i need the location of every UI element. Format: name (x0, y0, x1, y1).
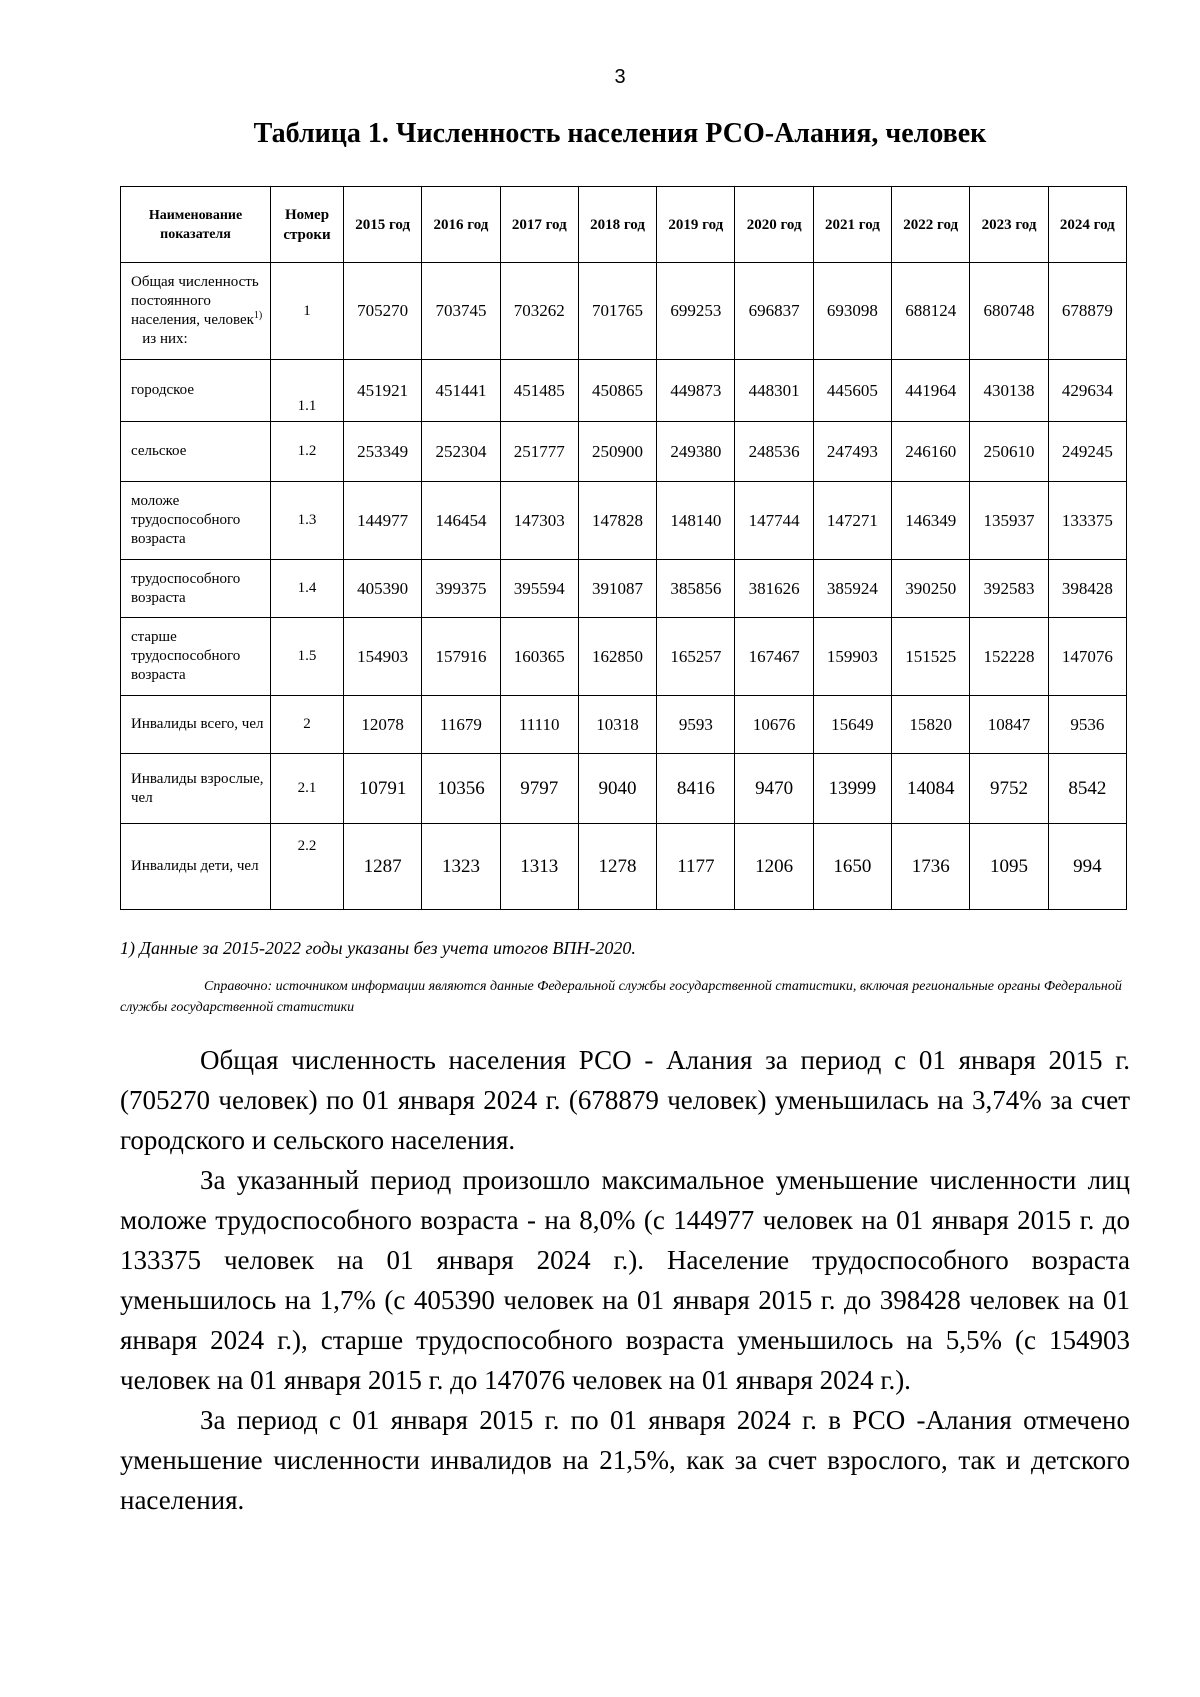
table-cell: 10356 (422, 754, 500, 824)
table-cell: 449873 (657, 360, 735, 422)
table-cell: 392583 (970, 560, 1048, 618)
table-cell: 994 (1048, 824, 1126, 910)
row-name: моложе трудоспособного возраста (121, 482, 271, 560)
table-title: Таблица 1. Численность населения РСО-Алания, человек (253, 118, 987, 149)
header-year: 2022 год (892, 187, 970, 263)
table-cell: 15820 (892, 696, 970, 754)
table-row (121, 824, 1127, 910)
table-cell: 430138 (970, 360, 1048, 422)
row-number: 1.1 (271, 360, 344, 422)
table-cell: 1206 (735, 824, 813, 910)
row-number: 2 (271, 696, 344, 754)
table-cell: 1323 (422, 824, 500, 910)
table-cell: 135937 (970, 482, 1048, 560)
table-cell: 8542 (1048, 754, 1126, 824)
table-cell: 703745 (422, 263, 500, 360)
header-year: 2019 год (657, 187, 735, 263)
table-cell: 688124 (892, 263, 970, 360)
header-name: Наименование показателя (121, 187, 271, 263)
table-cell: 448301 (735, 360, 813, 422)
table-cell: 11110 (500, 696, 578, 754)
table-row (121, 482, 1127, 560)
table-cell: 162850 (578, 618, 656, 696)
table-cell: 147744 (735, 482, 813, 560)
table-cell: 160365 (500, 618, 578, 696)
table-cell: 252304 (422, 422, 500, 482)
table-cell: 14084 (892, 754, 970, 824)
table-cell: 450865 (578, 360, 656, 422)
table-cell: 1177 (657, 824, 735, 910)
header-year: 2023 год (970, 187, 1048, 263)
row-name: Инвалиды взрослые, чел (121, 754, 271, 824)
table-cell: 147076 (1048, 618, 1126, 696)
table-cell: 144977 (344, 482, 422, 560)
table-row (121, 360, 1127, 422)
table-cell: 147303 (500, 482, 578, 560)
row-number: 1 (271, 263, 344, 360)
row-name: Общая численность постоянного населения, человек$^{1)}$ из них: (121, 263, 271, 360)
table-cell: 701765 (578, 263, 656, 360)
table-cell: 248536 (735, 422, 813, 482)
page-number: 3 (614, 66, 626, 88)
table-cell: 147828 (578, 482, 656, 560)
table-cell: 11679 (422, 696, 500, 754)
table-cell: 9536 (1048, 696, 1126, 754)
table-cell: 249245 (1048, 422, 1126, 482)
table-cell: 1278 (578, 824, 656, 910)
table-cell: 154903 (344, 618, 422, 696)
table-cell: 441964 (892, 360, 970, 422)
header-year: 2017 год (500, 187, 578, 263)
row-name: городское (121, 360, 271, 422)
table-cell: 15649 (813, 696, 891, 754)
row-number: 2.1 (271, 754, 344, 824)
table-cell: 693098 (813, 263, 891, 360)
table-cell: 151525 (892, 618, 970, 696)
table-cell: 429634 (1048, 360, 1126, 422)
table-cell: 703262 (500, 263, 578, 360)
body-text (120, 1040, 1130, 1520)
row-number: 1.5 (271, 618, 344, 696)
row-number: 1.4 (271, 560, 344, 618)
header-row-number: Номер строки (271, 187, 344, 263)
table-cell: 250610 (970, 422, 1048, 482)
table-cell: 385856 (657, 560, 735, 618)
header-year: 2024 год (1048, 187, 1126, 263)
table-cell: 405390 (344, 560, 422, 618)
table-cell: 146349 (892, 482, 970, 560)
table-row (121, 263, 1127, 360)
table-cell: 249380 (657, 422, 735, 482)
paragraph: За период с 01 января 2015 г. по 01 января 2024 г. в РСО -Алания отмечено уменьшение численности инвалидов на 21,5%, как за счет взрослого, так и детского населения. (120, 1405, 1130, 1515)
table-cell: 167467 (735, 618, 813, 696)
table-cell: 1313 (500, 824, 578, 910)
table-cell: 146454 (422, 482, 500, 560)
table-cell: 13999 (813, 754, 891, 824)
table-cell: 148140 (657, 482, 735, 560)
table-cell: 10847 (970, 696, 1048, 754)
population-table (120, 186, 1127, 910)
table-row (121, 560, 1127, 618)
table-cell: 152228 (970, 618, 1048, 696)
table-cell: 1095 (970, 824, 1048, 910)
table-cell: 678879 (1048, 263, 1126, 360)
table-cell: 133375 (1048, 482, 1126, 560)
row-name: старше трудоспособного возраста (121, 618, 271, 696)
table-cell: 9470 (735, 754, 813, 824)
header-year: 2021 год (813, 187, 891, 263)
table-cell: 385924 (813, 560, 891, 618)
table-cell: 253349 (344, 422, 422, 482)
row-name: Инвалиды дети, чел (121, 824, 271, 910)
footnote: 1) Данные за 2015-2022 годы указаны без учета итогов ВПН-2020. (120, 938, 636, 958)
table-cell: 9797 (500, 754, 578, 824)
row-number: 2.2 (271, 824, 344, 910)
table-cell: 451485 (500, 360, 578, 422)
row-name: трудоспособного возраста (121, 560, 271, 618)
table-row (121, 754, 1127, 824)
paragraph: Общая численность населения РСО - Алания за период с 01 января 2015 г. (705270 человек) по 01 января 2024 г. (678879 человек) уменьшилась на 3,74% за счет городского и сельского населения. (120, 1045, 1130, 1155)
table-cell: 399375 (422, 560, 500, 618)
table-cell: 391087 (578, 560, 656, 618)
header-year: 2020 год (735, 187, 813, 263)
table-cell: 250900 (578, 422, 656, 482)
row-number: 1.2 (271, 422, 344, 482)
table-cell: 147271 (813, 482, 891, 560)
table-cell: 10676 (735, 696, 813, 754)
table-cell: 1287 (344, 824, 422, 910)
table-cell: 451921 (344, 360, 422, 422)
table-cell: 705270 (344, 263, 422, 360)
table-cell: 9040 (578, 754, 656, 824)
table-cell: 1650 (813, 824, 891, 910)
row-number: 1.3 (271, 482, 344, 560)
table-row (121, 618, 1127, 696)
table-header-row (121, 187, 1127, 263)
table-cell: 246160 (892, 422, 970, 482)
table-row (121, 422, 1127, 482)
header-year: 2016 год (422, 187, 500, 263)
paragraph: За указанный период произошло максимальное уменьшение численности лиц моложе трудоспособного возраста - на 8,0% (с 144977 человек на 01 января 2015 г. до 133375 человек на 01 января 2024 г.). Население трудоспособного возраста уменьшилось на 1,7% (с 405390 человек на 01 января 2015 г. до 398428 человек на 01 января 2024 г.), старше трудоспособного возраста уменьшилось на 5,5% (с 154903 человек на 01 января 2015 г. до 147076 человек на 01 января 2024 г.). (120, 1165, 1130, 1395)
table-cell: 12078 (344, 696, 422, 754)
table-cell: 8416 (657, 754, 735, 824)
table-row (121, 696, 1127, 754)
table-cell: 165257 (657, 618, 735, 696)
table-cell: 9593 (657, 696, 735, 754)
table-cell: 9752 (970, 754, 1048, 824)
table-cell: 445605 (813, 360, 891, 422)
table-cell: 680748 (970, 263, 1048, 360)
table-cell: 251777 (500, 422, 578, 482)
table-cell: 10791 (344, 754, 422, 824)
table-cell: 10318 (578, 696, 656, 754)
table-cell: 390250 (892, 560, 970, 618)
table-cell: 395594 (500, 560, 578, 618)
table-cell: 1736 (892, 824, 970, 910)
table-cell: 699253 (657, 263, 735, 360)
table-cell: 398428 (1048, 560, 1126, 618)
table-cell: 451441 (422, 360, 500, 422)
table-cell: 159903 (813, 618, 891, 696)
table-cell: 247493 (813, 422, 891, 482)
table-cell: 381626 (735, 560, 813, 618)
row-name: Инвалиды всего, чел (121, 696, 271, 754)
table-cell: 696837 (735, 263, 813, 360)
header-year: 2015 год (344, 187, 422, 263)
table-cell: 157916 (422, 618, 500, 696)
header-year: 2018 год (578, 187, 656, 263)
row-name: сельское (121, 422, 271, 482)
source-note: Справочно: источником информации являются данные Федеральной службы государственной статистики, включая региональные органы Федеральной службы государственной статистики (120, 979, 1122, 1015)
